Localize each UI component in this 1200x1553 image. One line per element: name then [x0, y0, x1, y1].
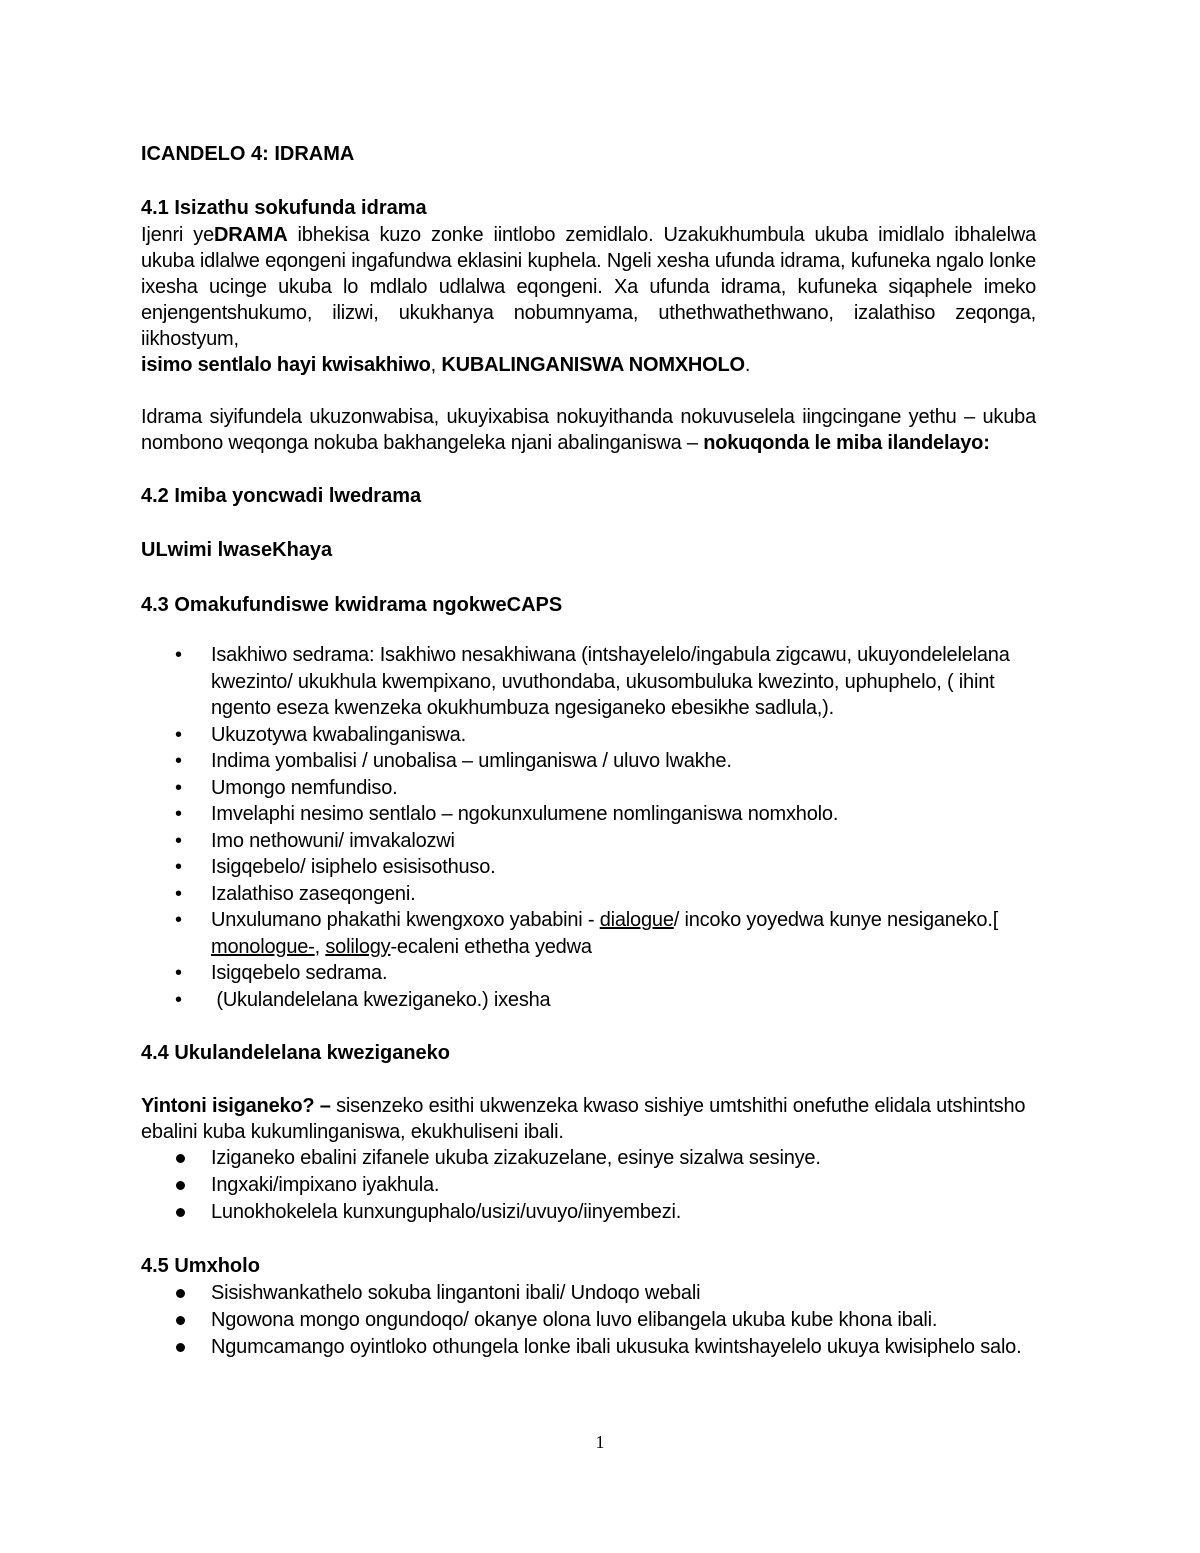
document-page	[141, 140, 1036, 1361]
heading-4-4: 4.4 Ukulandelelana kweziganeko	[141, 1042, 451, 1064]
heading-4-3: 4.3 Omakufundiswe kwidrama ngokweCAPS	[141, 594, 563, 616]
bold-text: DRAMA	[214, 224, 288, 246]
text: Idrama siyifundela ukuzonwabisa, ukuyixabisa nokuyithanda nokuvuselela iingcingane yethu – ukuba nombono weqonga nokuba bakhangeleka njani abalinganiswa –	[141, 406, 1036, 454]
list-item	[141, 722, 1036, 749]
bullet: •	[175, 803, 182, 825]
list-item	[141, 907, 1036, 960]
bullet: •	[175, 856, 182, 878]
list-item	[141, 1334, 1036, 1361]
underlined-term-dialogue: dialogue	[599, 909, 674, 931]
bullet-dot	[176, 1316, 185, 1325]
list-item	[141, 881, 1036, 908]
list-item	[141, 1172, 1036, 1199]
list-item-text: Isakhiwo sedrama: Isakhiwo nesakhiwana (intshayelelo/ingabula zigcawu, ukuyondelelelana kwezinto/ ukukhula kwempixano, uvuthondaba, ukusombuluka kwezinto, uphuphelo, ( ihint ngento eseza kwenzeka okukhumbuza ngesiganeko ebesikhe sadlula,).	[211, 644, 1010, 719]
list-item	[141, 960, 1036, 987]
text: sisenzeko esithi ukwenzeka kwaso sishiye umtshithi onefuthe elidala utshintsho ebalini kuba kukumlinganiswa, ekukhuliseni ibali.	[141, 1095, 1026, 1143]
list-item-text	[211, 907, 1036, 960]
text: ,	[430, 354, 442, 376]
text: ,	[314, 935, 326, 958]
list-item-text: Sisishwankathelo sokuba lingantoni ibali/ Undoqo webali	[211, 1282, 701, 1304]
list-item	[141, 642, 1036, 722]
list-item	[141, 1145, 1036, 1172]
subheading-home-language: ULwimi lwaseKhaya	[141, 539, 333, 561]
bullet: •	[175, 776, 182, 799]
paragraph-event-definition	[141, 1093, 1036, 1145]
list-item-text: Ukuzotywa kwabalinganiswa.	[211, 723, 466, 746]
heading-4-5: 4.5 Umxholo	[141, 1255, 260, 1277]
bullet: •	[175, 988, 182, 1011]
list-item-text: Imo nethowuni/ imvakalozwi	[211, 829, 455, 852]
list-item-text: Isigqebelo/ isiphelo esisisothuso.	[211, 856, 496, 878]
list-item	[141, 828, 1036, 855]
page-number: 1	[595, 1432, 605, 1452]
underlined-term-monologue: monologue-	[211, 935, 315, 958]
bold-text: isimo sentlalo hayi kwisakhiwo	[141, 354, 431, 376]
bold-text: KUBALINGANISWA NOMXHOLO	[441, 354, 745, 376]
list-item	[141, 748, 1036, 775]
underlined-term-solilogy: solilogy	[325, 935, 391, 958]
text: ibhekisa kuzo zonke iintlobo zemidlalo. Uzakukhumbula ukuba imidlalo ibhalelwa ukuba idlalwe eqongeni ingafundwa eklasini kuphela. Ngeli xesha ufunda idrama, kufuneka ngalo lonke ixesha ucinge ukuba lo mdlalo udlalwa eqongeni. Xa ufunda idrama, kufuneka siqaphele imeko enjengentshukumo, ilizwi, ukukhanya nobumnyama, uthethwathethwano, izalathiso zeqonga, iikhostyum,	[141, 224, 1036, 350]
list-item	[141, 1199, 1036, 1226]
bullet: •	[175, 829, 182, 852]
bullet: •	[175, 750, 182, 772]
text: / incoko yoyedwa kunye nesiganeko.[	[673, 909, 999, 931]
caps-topics-list	[141, 642, 1036, 1013]
list-item	[141, 1307, 1036, 1334]
text: .	[744, 354, 751, 376]
paragraph-drama-purpose	[141, 404, 1036, 456]
list-item-text: Izalathiso zaseqongeni.	[211, 882, 416, 905]
paragraph-drama-intro	[141, 222, 1036, 378]
bullet-dot	[176, 1181, 185, 1190]
bullet: •	[175, 644, 182, 666]
bullet-dot	[176, 1208, 185, 1217]
bold-text: nokuqonda le miba ilandelayo:	[703, 432, 990, 454]
list-item	[141, 801, 1036, 828]
list-item-text: Indima yombalisi / unobalisa – umlinganiswa / uluvo lwakhe.	[211, 750, 732, 772]
bullet: •	[175, 962, 182, 984]
bullet: •	[175, 909, 182, 931]
bullet-dot	[176, 1289, 185, 1298]
list-item	[141, 775, 1036, 802]
bullet: •	[175, 723, 182, 746]
bullet-dot	[176, 1154, 185, 1163]
paragraph-line	[141, 352, 1036, 378]
bold-text: Yintoni isiganeko? –	[141, 1095, 331, 1117]
text: Ijenri ye	[141, 224, 214, 246]
events-list	[141, 1145, 1036, 1226]
heading-4-1: 4.1 Isizathu sokufunda idrama	[141, 197, 427, 219]
heading-4-2: 4.2 Imiba yoncwadi lwedrama	[141, 485, 422, 507]
text: -ecaleni ethetha yedwa	[390, 935, 592, 958]
list-item-text: Isigqebelo sedrama.	[211, 962, 388, 984]
list-item-text: Ingxaki/impixano iyakhula.	[211, 1174, 440, 1196]
list-item	[141, 1280, 1036, 1307]
list-item-text: Iziganeko ebalini zifanele ukuba zizakuzelane, esinye sizalwa sesinye.	[211, 1147, 821, 1169]
list-item-text: Ngumcamango oyintloko othungela lonke ibali ukusuka kwintshayelelo ukuya kwisiphelo salo.	[211, 1336, 1022, 1358]
list-item-text: Ngowona mongo ongundoqo/ okanye olona luvo elibangela ukuba kube khona ibali.	[211, 1309, 938, 1331]
bullet-dot	[176, 1343, 185, 1352]
list-item	[141, 987, 1036, 1014]
list-item-text: (Ukulandelelana kweziganeko.) ixesha	[211, 988, 551, 1011]
list-item	[141, 854, 1036, 881]
bullet: •	[175, 882, 182, 905]
list-item-text: Imvelaphi nesimo sentlalo – ngokunxulumene nomlinganiswa nomxholo.	[211, 803, 839, 825]
text: Unxulumano phakathi kwengxoxo yababini -	[211, 909, 600, 931]
list-item-text: Lunokhokelela kunxunguphalo/usizi/uvuyo/iinyembezi.	[211, 1201, 682, 1223]
list-item-text: Umongo nemfundiso.	[211, 776, 398, 799]
theme-list	[141, 1280, 1036, 1361]
section-title: ICANDELO 4: IDRAMA	[141, 143, 355, 165]
